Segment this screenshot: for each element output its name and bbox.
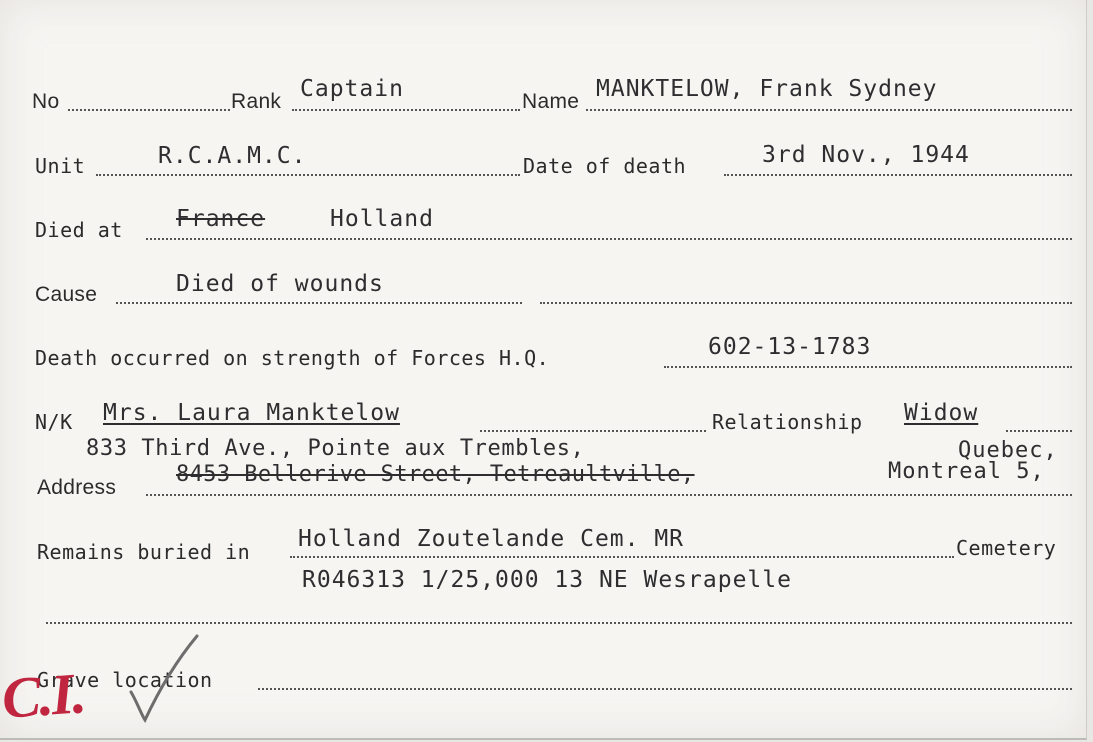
buried-dotted-line xyxy=(290,556,954,558)
death-occurred-label: Death occurred on strength of Forces H.Q. xyxy=(35,346,550,370)
nk-label: N/K xyxy=(35,410,73,434)
check-mark-icon xyxy=(125,630,205,725)
ci-stamp: C.I. xyxy=(0,660,87,731)
cause-dotted-line xyxy=(116,302,522,304)
forces-hq-ref-value: 602-13-1783 xyxy=(708,334,872,360)
cause-label: Cause xyxy=(35,283,98,306)
date-of-death-label: Date of death xyxy=(523,154,687,178)
death-occurred-dotted-line xyxy=(664,366,1072,368)
address-city-value: Montreal 5, xyxy=(888,459,1045,484)
address-line1-value: 833 Third Ave., Pointe aux Trembles, xyxy=(86,436,585,461)
unit-label: Unit xyxy=(35,154,86,178)
address-province-value: Quebec, xyxy=(958,438,1058,463)
no-label: No xyxy=(32,90,60,113)
address-struck-value: 8453-Bellerive-Street,-Tetreaultville, xyxy=(176,462,695,487)
rank-dotted-line xyxy=(292,109,520,111)
no-dotted-line xyxy=(68,109,230,111)
date-of-death-value: 3rd Nov., 1944 xyxy=(762,142,970,168)
cemetery-label: Cemetery xyxy=(956,536,1057,560)
name-value: MANKTELOW, Frank Sydney xyxy=(596,76,938,102)
died-at-struck-value: France xyxy=(176,206,266,232)
died-at-dotted-line xyxy=(146,238,1072,240)
died-at-value: Holland xyxy=(330,206,434,232)
grid-reference-value: R046313 1/25,000 13 NE Wesrapelle xyxy=(302,567,792,593)
grave-location-dotted-line xyxy=(258,688,1072,690)
rank-label: Rank xyxy=(231,90,282,113)
cause-value: Died of wounds xyxy=(176,271,384,297)
cause-extra-dotted-line xyxy=(540,302,1072,304)
remains-buried-label: Remains buried in xyxy=(37,540,251,564)
name-label: Name xyxy=(522,90,580,113)
date-dotted-line xyxy=(724,174,1072,176)
relationship-label: Relationship xyxy=(712,410,863,434)
died-at-label: Died at xyxy=(35,218,123,242)
grave-location-label: Grave location xyxy=(37,668,213,692)
name-dotted-line xyxy=(586,109,1072,111)
unit-dotted-line xyxy=(96,174,520,176)
blank-dotted-line xyxy=(46,622,1072,624)
rank-value: Captain xyxy=(300,76,404,102)
relationship-value: Widow xyxy=(904,400,979,426)
address-dotted-line xyxy=(146,494,1072,496)
relationship-dotted-line xyxy=(1006,430,1072,432)
address-label: Address xyxy=(37,476,117,499)
buried-in-value: Holland Zoutelande Cem. MR xyxy=(298,526,685,552)
unit-value: R.C.A.M.C. xyxy=(158,143,307,169)
nk-dotted-line xyxy=(480,430,706,432)
next-of-kin-value: Mrs. Laura Manktelow xyxy=(103,400,400,426)
